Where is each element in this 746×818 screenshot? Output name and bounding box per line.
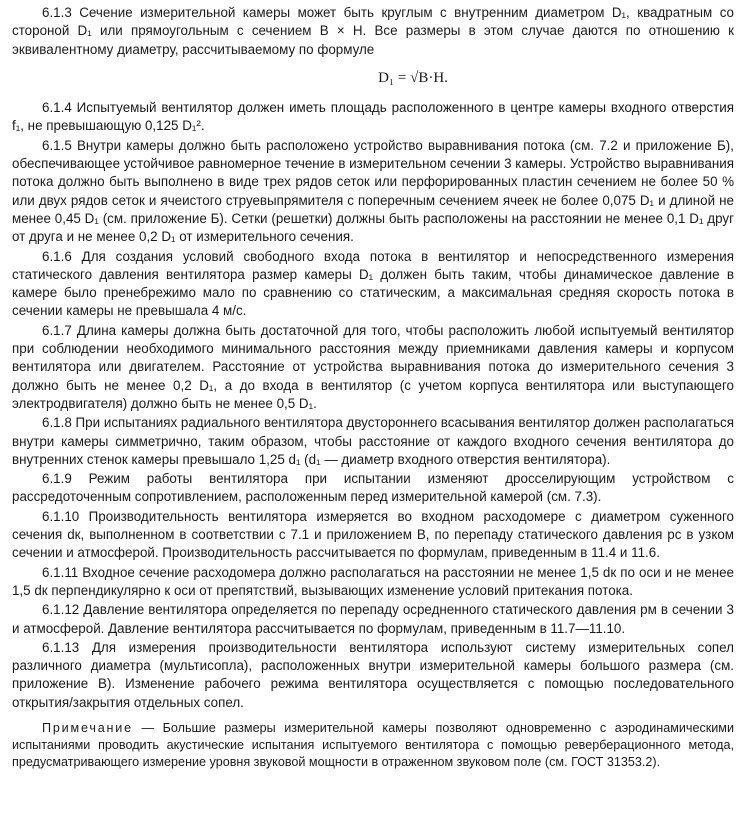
paragraph-6-1-10: 6.1.10 Производительность вентилятора измеряется во входном расходомере с диаметром суженного сечения dк, выполненном в соответствии с 7.1 и приложением В, по перепаду статического давления pс в узком сечении и атмосферой. Производительность рассчитывается по формулам, приведенным в 11.4 и 11.6. bbox=[12, 508, 734, 561]
paragraph-6-1-9: 6.1.9 Режим работы вентилятора при испытании изменяют дросселирующим устройством с рассредоточенным сопротивлением, расположенным перед измерительной камерой (см. 7.3). bbox=[12, 471, 734, 505]
paragraph-6-1-4: 6.1.4 Испытуемый вентилятор должен иметь площадь расположенного в центре камеры входного отверстия f₁, не превышающую 0,125 D₁². bbox=[12, 100, 734, 134]
paragraph-6-1-6: 6.1.6 Для создания условий свободного входа потока в вентилятор и непосредственного измерения статического давления вентилятора размер камеры D₁ должен быть таким, чтобы динамическое давление в камере было пренебрежимо мало по сравнению со статическим, а максимальная средняя скорость потока в сечении камеры не превышала 4 м/с. bbox=[12, 248, 734, 319]
paragraph-6-1-7: 6.1.7 Длина камеры должна быть достаточной для того, чтобы расположить любой испытуемый вентилятор при соблюдении необходимого минимального расстояния между приемниками давления камеры и корпусом вентилятора или двигателем. Расстояние от устройства выравнивания потока до измерительного сечения 3 должно быть не менее 0,2 D₁, а до входа в вентилятор (с учетом корпуса вентилятора или выступающего электродвигателя) должно быть не менее 0,5 D₁. bbox=[12, 322, 734, 411]
note-block bbox=[12, 720, 734, 772]
paragraph-6-1-13: 6.1.13 Для измерения производительности вентилятора используют систему измерительных сопел различного диаметра (мультисопла), расположенных внутри измерительной камеры большого размера (см. приложение В). Изменение рабочего режима вентилятора осуществляется с помощью последовательного открытия/закрытия отдельных сопел. bbox=[12, 639, 734, 710]
equivalent-diameter-formula: D₁ = √B·H. bbox=[378, 69, 448, 86]
paragraph-6-1-11: 6.1.11 Входное сечение расходомера должно располагаться на расстоянии не менее 1,5 dк по оси и не менее 1,5 dк перпендикулярно к оси от препятствий, вызывающих изменение условий притекания потока. bbox=[12, 564, 734, 598]
paragraph-6-1-12: 6.1.12 Давление вентилятора определяется по перепаду осредненного статического давления pм в сечении 3 и атмосферой. Давление вентилятора рассчитывается по формулам, приведенным в 11.7—11.10. bbox=[12, 602, 734, 636]
paragraph-6-1-3: 6.1.3 Сечение измерительной камеры может быть круглым с внутренним диаметром D₁, квадратным со стороной D₁ или прямоугольным с сечением B × H. Все размеры в этом случае даются по отношению к эквивалентному диаметру, рассчитываемому по формуле bbox=[12, 5, 734, 57]
note-text: — Большие размеры измерительной камеры позволяют одновременно с аэродинамическими испытаниями проводить акустические испытания испытуемого вентилятора с помощью реверберационного метода, предусматривающего измерение уровня звуковой мощности в отраженном звуковом поле (см. ГОСТ 31353.2). bbox=[12, 720, 734, 770]
paragraph-6-1-5: 6.1.5 Внутри камеры должно быть расположено устройство выравнивания потока (см. 7.2 и приложение Б), обеспечивающее устойчивое равномерное течение в измерительном сечении 3 камеры. Устройство выравнивания потока должно быть выполнено в виде трех рядов сеток или перфорированных пластин сечением не более 50 % или двух рядов сеток и ячеистого струевыпрямителя с поперечным сечением ячеек не более 0,075 D₁ и длиной не менее 0,45 D₁ (см. приложение Б). Сетки (решетки) должны быть расположены на расстоянии не менее 0,1 D₁ друг от друга и не менее 0,2 D₁ от измерительного сечения. bbox=[12, 137, 734, 245]
paragraph-6-1-8: 6.1.8 При испытаниях радиального вентилятора двустороннего всасывания вентилятор должен располагаться внутри камеры симметрично, таким образом, чтобы расстояние от каждого входного сечения вентилятора до внутренних стенок камеры превышало 1,25 d₁ (d₁ — диаметр входного отверстия вентилятора). bbox=[12, 415, 734, 467]
note-label: Примечание bbox=[42, 720, 133, 735]
